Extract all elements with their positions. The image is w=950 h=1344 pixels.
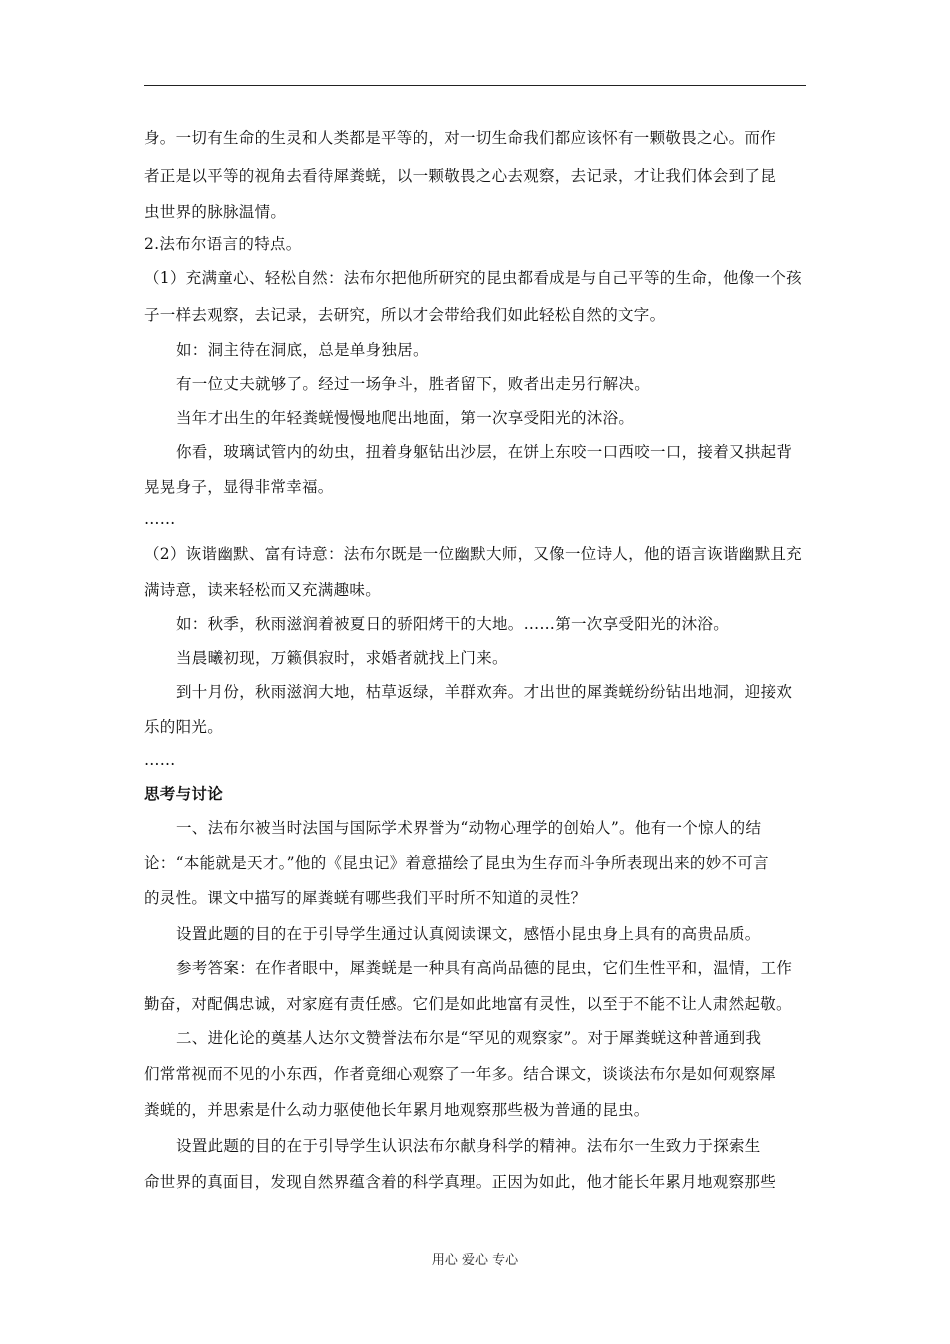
text-line: 论：“本能就是天才。”他的《昆虫记》着意描绘了昆虫为生存而斗争所表现出来的妙不可言 — [144, 854, 769, 872]
text-line: 身。一切有生命的生灵和人类都是平等的，对一切生命我们都应该怀有一颗敬畏之心。而作 — [144, 129, 777, 147]
text-line: 2.法布尔语言的特点。 — [144, 235, 302, 253]
header-rule — [144, 85, 806, 86]
text-line: 虫世界的脉脉温情。 — [144, 203, 287, 221]
text-line: 勤奋，对配偶忠诚，对家庭有责任感。它们是如此地富有灵性，以至于不能不让人肃然起敬。 — [144, 995, 792, 1013]
text-line: 命世界的真面目，发现自然界蕴含着的科学真理。正因为如此，他才能长年累月地观察那些 — [144, 1173, 777, 1191]
text-line: 满诗意，读来轻松而又充满趣味。 — [144, 581, 382, 599]
text-line: 参考答案：在作者眼中，犀粪蜣是一种具有高尚品德的昆虫，它们生性平和，温情，工作 — [176, 959, 793, 977]
text-line: 者正是以平等的视角去看待犀粪蜣，以一颗敬畏之心去观察，去记录，才让我们体会到了昆 — [144, 167, 777, 185]
text-line: 如：洞主待在洞底，总是单身独居。 — [176, 341, 429, 359]
text-line: 有一位丈夫就够了。经过一场争斗，胜者留下，败者出走另行解决。 — [176, 375, 651, 393]
text-line: （1）充满童心、轻松自然：法布尔把他所研究的昆虫都看成是与自己平等的生命，他像一个孩 — [144, 269, 802, 287]
text-line: 二、进化论的奠基人达尔文赞誉法布尔是“罕见的观察家”。对于犀粪蜣这种普通到我 — [176, 1029, 762, 1047]
text-line: 到十月份，秋雨滋润大地，枯草返绿，羊群欢奔。才出世的犀粪蜣纷纷钻出地洞，迎接欢 — [176, 683, 793, 701]
text-line: 晃晃身子，显得非常幸福。 — [144, 478, 334, 496]
text-line: 如：秋季，秋雨滋润着被夏日的骄阳烤干的大地。……第一次享受阳光的沐浴。 — [176, 615, 730, 633]
text-line: 粪蜣的，并思索是什么动力驱使他长年累月地观察那些极为普通的昆虫。 — [144, 1101, 650, 1119]
text-line: 一、法布尔被当时法国与国际学术界誉为“动物心理学的创始人”。他有一个惊人的结 — [176, 819, 762, 837]
text-line: …… — [144, 751, 176, 769]
text-line: 当晨曦初现，万籁俱寂时，求婚者就找上门来。 — [176, 649, 508, 667]
text-line: 设置此题的目的在于引导学生认识法布尔献身科学的精神。法布尔一生致力于探索生 — [176, 1137, 761, 1155]
text-line: （2）诙谐幽默、富有诗意：法布尔既是一位幽默大师，又像一位诗人，他的语言诙谐幽默且充 — [144, 545, 802, 563]
text-line: 的灵性。课文中描写的犀粪蜣有哪些我们平时所不知道的灵性？ — [144, 889, 587, 907]
text-line: 你看，玻璃试管内的幼虫，扭着身躯钻出沙层，在饼上东咬一口西咬一口，接着又拱起背 — [176, 443, 793, 461]
text-line: 们常常视而不见的小东西，作者竟细心观察了一年多。结合课文，谈谈法布尔是如何观察犀 — [144, 1065, 777, 1083]
text-line: 设置此题的目的在于引导学生通过认真阅读课文，感悟小昆虫身上具有的高贵品质。 — [176, 925, 761, 943]
text-line: 当年才出生的年轻粪蜣慢慢地爬出地面，第一次享受阳光的沐浴。 — [176, 409, 635, 427]
text-line: …… — [144, 510, 176, 528]
section-heading: 思考与讨论 — [144, 785, 224, 803]
text-line: 乐的阳光。 — [144, 718, 224, 736]
text-line: 子一样去观察，去记录，去研究，所以才会带给我们如此轻松自然的文字。 — [144, 306, 666, 324]
page-footer: 用心 爱心 专心 — [431, 1253, 519, 1268]
